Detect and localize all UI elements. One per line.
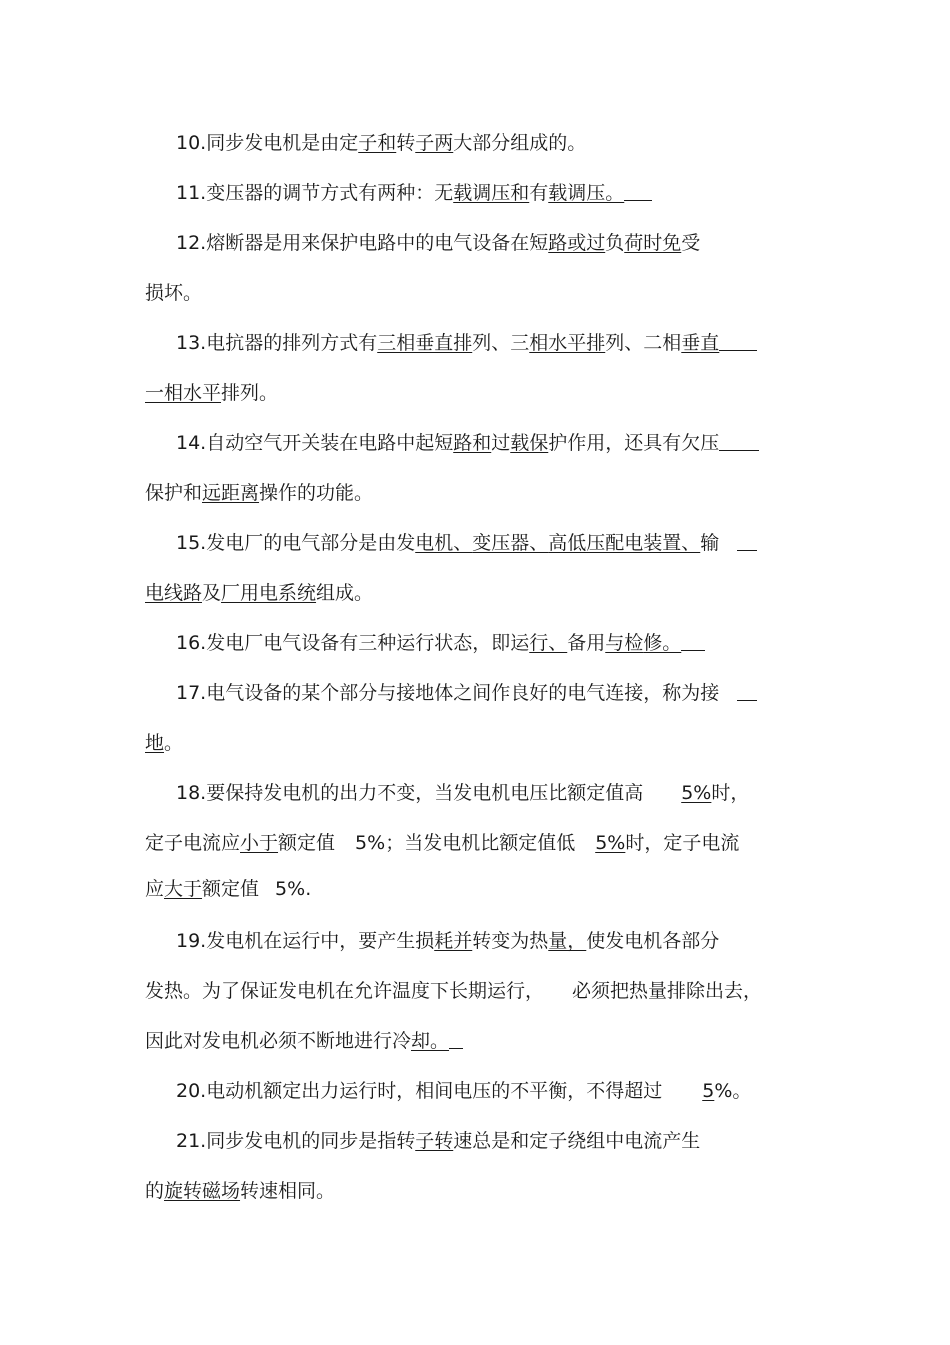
blank-line (681, 630, 705, 651)
item-20: 20.电动机额定出力运行时，相间电压的不平衡，不得超过 5%。 (176, 1080, 752, 1102)
item-12-cont: 损坏。 (145, 282, 203, 304)
answer-blank: 载调压。 (548, 182, 625, 204)
answer-blank: 远距离 (202, 482, 260, 504)
answer-blank: 地 (145, 732, 165, 754)
item-17-cont: 地。 (145, 732, 184, 754)
answer-blank: 荷时免 (624, 232, 682, 254)
answer-blank: 高低压配电装置、 (548, 532, 701, 554)
blank-line (719, 330, 757, 351)
item-14: 14.自动空气开关装在电路中起短路和过载保护作用，还具有欠压 (176, 428, 846, 458)
blank-line (737, 530, 757, 551)
item-21: 21.同步发电机的同步是指转子转速总是和定子绕组中电流产生 (176, 1130, 701, 1152)
item-13: 13.电抗器的排列方式有三相垂直排列、三相水平排列、二相垂直 (176, 328, 846, 358)
answer-blank: 子转 (415, 1130, 454, 1152)
answer-blank: 与检 (605, 632, 644, 654)
answer-blank: 行、 (529, 632, 568, 654)
item-13-cont: 一相水平排列。 (145, 382, 279, 404)
answer-blank: 电机、 (415, 532, 473, 554)
answer-blank: 耗并 (434, 930, 473, 952)
item-10: 10.同步发电机是由定子和转子两大部分组成的。 (176, 132, 587, 154)
answer-blank: 量， (548, 930, 587, 952)
item-12: 12.熔断器是用来保护电路中的电气设备在短路或过负荷时免受 (176, 232, 701, 254)
item-19: 19.发电机在运行中，要产生损耗并转变为热量，使发电机各部分 (176, 930, 720, 952)
item-15-cont: 电线路及厂用电系统组成。 (145, 582, 374, 604)
answer-blank: 小于 (240, 832, 279, 854)
blank-line (719, 430, 759, 451)
answer-blank: 变压器、 (472, 532, 549, 554)
answer-blank: 却。 (411, 1030, 450, 1052)
answer-blank: 一相水平 (145, 382, 222, 404)
blank-line (449, 1028, 463, 1049)
item-11: 11.变压器的调节方式有两种：无载调压和有载调压。 (176, 178, 846, 208)
item-19-cont-1: 发热。为了保证发电机在允许温度下长期运行， 必须把热量排除出去， (145, 980, 763, 1002)
answer-blank: 路或过 (548, 232, 606, 254)
answer-blank: 厂用电系统 (221, 582, 317, 604)
answer-blank: 路和 (453, 432, 492, 454)
answer-blank: 载保 (510, 432, 549, 454)
answer-blank: 修。 (643, 632, 682, 654)
answer-blank: 三相垂直排 (377, 332, 473, 354)
item-17: 17.电气设备的某个部分与接地体之间作良好的电气连接，称为接 (176, 678, 846, 708)
answer-blank: 子和 (358, 132, 397, 154)
answer-blank: 5% (595, 832, 626, 854)
item-16: 16.发电厂电气设备有三种运行状态，即运行、备用与检修。 (176, 628, 846, 658)
answer-blank: 旋转磁场 (164, 1180, 241, 1202)
answer-blank: 5 (702, 1080, 715, 1102)
answer-blank: 子两 (415, 132, 454, 154)
answer-blank: 5% (681, 782, 712, 804)
blank-line (737, 680, 757, 701)
item-18: 18.要保持发电机的出力不变，当发电机电压比额定值高 5%时， (176, 782, 750, 804)
item-18-cont-1: 定子电流应小于额定值 5%；当发电机比额定值低 5%时，定子电流 (145, 832, 740, 854)
answer-blank: 垂直 (681, 332, 720, 354)
item-21-cont: 的旋转磁场转速相同。 (145, 1180, 336, 1202)
answer-blank: 载调压和 (453, 182, 530, 204)
answer-blank: 电线路 (145, 582, 203, 604)
answer-blank: 相水平排 (529, 332, 606, 354)
item-18-cont-2: 应大于额定值 5%. (145, 878, 312, 900)
item-14-cont: 保护和远距离操作的功能。 (145, 482, 374, 504)
answer-blank: 大于 (164, 878, 203, 900)
blank-line (624, 180, 652, 201)
item-19-cont-2: 因此对发电机必须不断地进行冷却。 (145, 1026, 815, 1056)
item-15: 15.发电厂的电气部分是由发电机、变压器、高低压配电装置、输 (176, 528, 846, 558)
